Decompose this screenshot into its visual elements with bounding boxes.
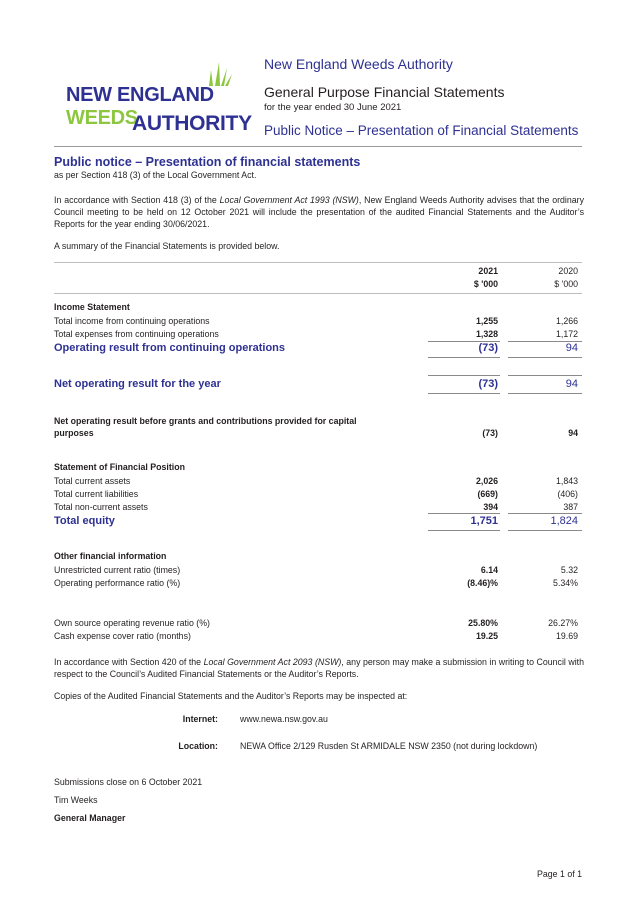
signatory-name: Tim Weeks: [54, 795, 98, 805]
location-value: NEWA Office 2/129 Rusden St ARMIDALE NSW 2350 (not during lockdown): [240, 741, 538, 751]
value-2020: 94: [565, 378, 578, 390]
value-2021: (8.46)%: [467, 578, 498, 588]
total-rule: [428, 393, 500, 394]
value-2021: (669): [477, 489, 498, 499]
row-label: Total non-current assets: [54, 502, 148, 512]
total-rule: [508, 513, 582, 514]
value-2020: 1,843: [555, 476, 578, 486]
internet-link[interactable]: www.newa.nsw.gov.au: [240, 714, 328, 724]
header-subtitle: General Purpose Financial Statements: [264, 84, 505, 100]
intro-act-name: Local Government Act 1993 (NSW): [219, 195, 359, 205]
col-2020-year: 2020: [558, 266, 578, 276]
notice-title: Public notice – Presentation of financial statements: [54, 155, 361, 169]
value-2021: 1,751: [470, 515, 498, 527]
row-label: Unrestricted current ratio (times): [54, 565, 181, 575]
inspection-text: Copies of the Audited Financial Statements and the Auditor’s Reports may be inspected at:: [54, 691, 408, 701]
summary-text: A summary of the Financial Statements is provided below.: [54, 241, 280, 251]
total-rule: [428, 357, 500, 358]
header-org: New England Weeds Authority: [264, 56, 453, 72]
row-label: Total current assets: [54, 476, 131, 486]
row-label: Total expenses from continuing operations: [54, 329, 219, 339]
value-2020: 1,824: [550, 515, 578, 527]
total-rule: [428, 530, 500, 531]
value-2021: 2,026: [475, 476, 498, 486]
col-2020-unit: $ '000: [554, 279, 578, 289]
value-2020: 1,172: [555, 329, 578, 339]
value-2020: 26.27%: [548, 618, 578, 628]
col-2021-unit: $ '000: [473, 279, 498, 289]
value-2020: 5.32: [560, 565, 578, 575]
total-rule: [508, 357, 582, 358]
intro-text-a: In accordance with Section 418 (3) of the: [54, 195, 220, 205]
row-label: Own source operating revenue ratio (%): [54, 618, 210, 628]
submissions-close: Submissions close on 6 October 2021: [54, 777, 203, 787]
value-2021: (73): [482, 428, 498, 438]
col-2021-year: 2021: [478, 266, 498, 276]
total-rule: [508, 375, 582, 376]
value-2020: (406): [557, 489, 578, 499]
logo-text-authority: AUTHORITY: [132, 112, 252, 135]
row-label: Net operating result before grants and contributions provided for capital: [54, 416, 357, 426]
total-rule: [428, 513, 500, 514]
submission-text-b: , any person may make a submission in writing to Council with respect to the Council’s Audited Financial Statements or the Auditor’s Reports.: [54, 657, 584, 679]
value-2021: 394: [483, 502, 498, 512]
internet-label: Internet:: [182, 714, 218, 724]
header-notice: Public Notice – Presentation of Financial Statements: [264, 123, 579, 138]
row-label-total: Total equity: [54, 515, 115, 527]
header-divider: [54, 146, 582, 147]
row-label-total: Net operating result for the year: [54, 378, 221, 390]
logo-text-weeds: WEEDS: [66, 107, 138, 129]
value-2020: 387: [563, 502, 578, 512]
value-2020: 94: [565, 342, 578, 354]
value-2021: 1,328: [475, 329, 498, 339]
income-statement-heading: Income Statement: [54, 302, 130, 312]
total-rule: [428, 375, 500, 376]
notice-subtitle: as per Section 418 (3) of the Local Government Act.: [54, 170, 257, 180]
row-label: Operating performance ratio (%): [54, 578, 181, 588]
value-2021: 1,255: [475, 316, 498, 326]
value-2021: 6.14: [480, 565, 498, 575]
other-info-heading: Other financial information: [54, 551, 167, 561]
newa-logo: [62, 62, 252, 142]
value-2021: 19.25: [475, 631, 498, 641]
value-2020: 19.69: [555, 631, 578, 641]
row-label: Total income from continuing operations: [54, 316, 210, 326]
table-header-rule: [54, 293, 582, 294]
row-label: Cash expense cover ratio (months): [54, 631, 191, 641]
table-top-rule: [54, 262, 582, 263]
value-2021: 25.80%: [468, 618, 498, 628]
row-label-cont: purposes: [54, 428, 94, 438]
value-2020: 5.34%: [553, 578, 578, 588]
logo-text-new-england: NEW ENGLAND: [66, 84, 214, 106]
grass-icon: [205, 62, 233, 86]
header-period: for the year ended 30 June 2021: [264, 102, 402, 113]
value-2020: 94: [568, 428, 578, 438]
value-2021: (73): [478, 378, 498, 390]
intro-paragraph: [54, 194, 584, 230]
financial-position-heading: Statement of Financial Position: [54, 462, 185, 472]
submission-paragraph: [54, 656, 584, 680]
submission-act-name: Local Government Act 2093 (NSW): [203, 657, 342, 667]
total-rule: [508, 393, 582, 394]
submission-text-a: In accordance with Section 420 of the: [54, 657, 204, 667]
value-2021: (73): [478, 342, 498, 354]
value-2020: 1,266: [555, 316, 578, 326]
intro-text-b: , New England Weeds Authority advises that the ordinary Council meeting to be held on 12 October 2021 will include the presentation of the audited Financial Statements and the Auditor’s Reports for the year ending 30/06/2021.: [54, 195, 584, 229]
signatory-role: General Manager: [54, 813, 126, 823]
row-label-total: Operating result from continuing operations: [54, 342, 286, 354]
page-number: Page 1 of 1: [537, 869, 582, 879]
total-rule: [508, 530, 582, 531]
location-label: Location:: [178, 741, 218, 751]
row-label: Total current liabilities: [54, 489, 139, 499]
